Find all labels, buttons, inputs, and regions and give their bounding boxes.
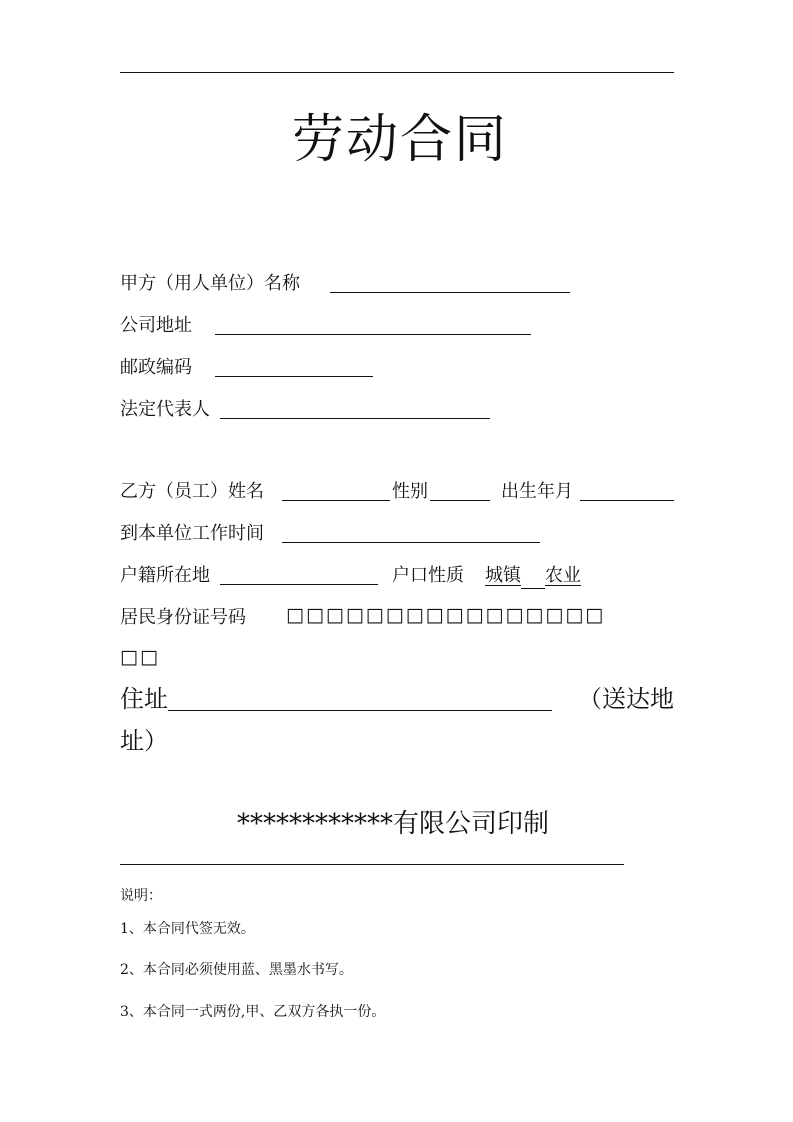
hukou-type-label: 户口性质 [392,565,464,586]
household-field[interactable] [220,584,378,585]
party-a-name-label: 甲方（用人单位）名称 [120,273,300,294]
gender-field[interactable] [430,500,490,501]
hukou-urban-option[interactable]: 城镇 [485,565,521,586]
notes-heading: 说明： [120,888,162,904]
gender-label: 性别 [392,481,428,502]
document-title: 劳动合同 [292,110,509,170]
birth-label: 出生年月 [501,481,573,502]
household-label: 户籍所在地 [120,565,210,586]
delivery-address-note-continued: 址） [120,727,168,755]
legal-rep-label: 法定代表人 [120,399,210,420]
birth-field[interactable] [580,500,674,501]
party-a-name-field[interactable] [330,292,570,293]
top-rule [120,72,674,73]
residence-field[interactable] [168,710,552,711]
note-item: 2、本合同必须使用蓝、黑墨水书写。 [120,962,353,978]
company-address-field[interactable] [215,334,531,335]
company-address-label: 公司地址 [120,315,192,336]
id-number-boxes-continued[interactable]: □□ [120,646,160,668]
start-time-field[interactable] [282,542,540,543]
legal-rep-field[interactable] [220,418,490,419]
postcode-field[interactable] [215,376,373,377]
delivery-address-note: （送达地 [578,685,674,713]
residence-label: 住址 [120,685,168,713]
start-time-label: 到本单位工作时间 [120,523,264,544]
note-item: 1、本合同代签无效。 [120,921,255,937]
id-number-label: 居民身份证号码 [120,607,246,628]
postcode-label: 邮政编码 [120,357,192,378]
note-item: 3、本合同一式两份,甲、乙双方各执一份。 [120,1004,386,1020]
hukou-rural-option[interactable]: 农业 [545,565,581,586]
party-b-name-field[interactable] [282,500,390,501]
id-number-boxes[interactable]: □□□□□□□□□□□□□□□□ [286,604,606,626]
hukou-underline-gap [521,588,545,589]
printer-rule [120,864,624,865]
printer-company: ************有限公司印制 [237,809,550,839]
party-b-name-label: 乙方（员工）姓名 [120,481,264,502]
